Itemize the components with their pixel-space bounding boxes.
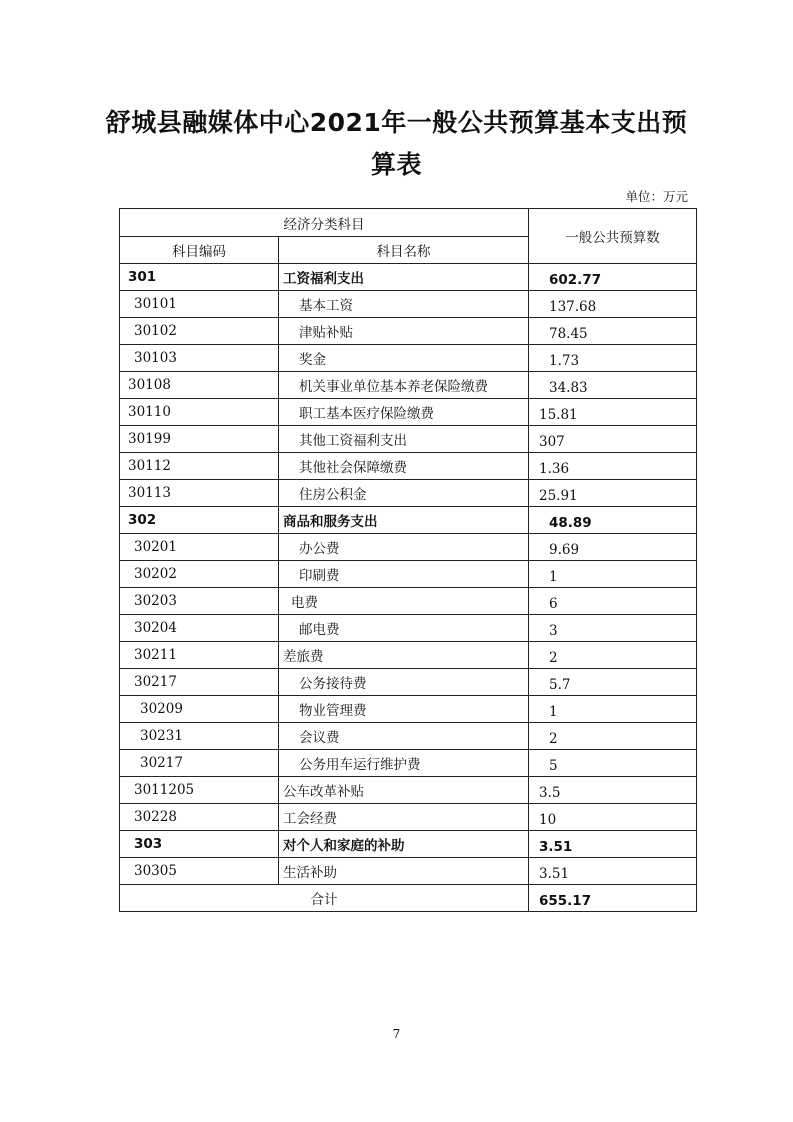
row-code: 30102 xyxy=(120,318,279,345)
row-code: 3011205 xyxy=(120,777,279,804)
row-code: 30199 xyxy=(120,426,279,453)
header-group: 经济分类科目 xyxy=(120,209,529,237)
unit-label: 单位：万元 xyxy=(625,189,688,204)
row-code: 30217 xyxy=(120,669,279,696)
table-row xyxy=(120,561,697,588)
total-value: 655.17 xyxy=(529,885,697,912)
row-value: 1.73 xyxy=(529,345,697,372)
row-name: 印刷费 xyxy=(279,561,529,588)
row-value: 5.7 xyxy=(529,669,697,696)
table-row xyxy=(120,696,697,723)
row-code: 302 xyxy=(120,507,279,534)
row-code: 30217 xyxy=(120,750,279,777)
row-name: 工资福利支出 xyxy=(279,264,529,291)
row-value: 137.68 xyxy=(529,291,697,318)
row-code: 303 xyxy=(120,831,279,858)
row-value: 48.89 xyxy=(529,507,697,534)
table-row xyxy=(120,507,697,534)
row-name: 物业管理费 xyxy=(279,696,529,723)
table-row xyxy=(120,480,697,507)
row-name: 职工基本医疗保险缴费 xyxy=(279,399,529,426)
table-row xyxy=(120,723,697,750)
row-value: 6 xyxy=(529,588,697,615)
budget-table xyxy=(119,208,697,912)
row-name: 奖金 xyxy=(279,345,529,372)
table-row xyxy=(120,750,697,777)
total-label: 合计 xyxy=(120,885,529,912)
table-row xyxy=(120,372,697,399)
row-value: 15.81 xyxy=(529,399,697,426)
row-value: 5 xyxy=(529,750,697,777)
row-code: 30113 xyxy=(120,480,279,507)
row-name: 公务用车运行维护费 xyxy=(279,750,529,777)
row-name: 会议费 xyxy=(279,723,529,750)
row-value: 78.45 xyxy=(529,318,697,345)
table-row xyxy=(120,426,697,453)
row-name: 电费 xyxy=(279,588,529,615)
table-row xyxy=(120,804,697,831)
row-value: 1 xyxy=(529,561,697,588)
table-row xyxy=(120,399,697,426)
row-name: 对个人和家庭的补助 xyxy=(279,831,529,858)
page-title: 舒城县融媒体中心2021年一般公共预算基本支出预 xyxy=(105,108,688,137)
row-code: 30101 xyxy=(120,291,279,318)
row-value: 3.51 xyxy=(529,858,697,885)
table-row xyxy=(120,453,697,480)
table-row xyxy=(120,588,697,615)
row-code: 30203 xyxy=(120,588,279,615)
table-row xyxy=(120,318,697,345)
page-number: 7 xyxy=(392,1027,401,1041)
header-name: 科目名称 xyxy=(279,237,529,264)
row-value: 10 xyxy=(529,804,697,831)
row-code: 30202 xyxy=(120,561,279,588)
row-value: 2 xyxy=(529,642,697,669)
row-code: 30108 xyxy=(120,372,279,399)
row-code: 30305 xyxy=(120,858,279,885)
row-code: 30204 xyxy=(120,615,279,642)
row-value: 3 xyxy=(529,615,697,642)
row-code: 30211 xyxy=(120,642,279,669)
table-row xyxy=(120,831,697,858)
table-row xyxy=(120,777,697,804)
row-value: 3.5 xyxy=(529,777,697,804)
row-name: 住房公积金 xyxy=(279,480,529,507)
row-code: 30231 xyxy=(120,723,279,750)
row-code: 30209 xyxy=(120,696,279,723)
row-name: 其他社会保障缴费 xyxy=(279,453,529,480)
table-row xyxy=(120,264,697,291)
row-code: 30228 xyxy=(120,804,279,831)
table-row xyxy=(120,669,697,696)
row-name: 生活补助 xyxy=(279,858,529,885)
row-value: 3.51 xyxy=(529,831,697,858)
row-value: 1 xyxy=(529,696,697,723)
row-name: 公务接待费 xyxy=(279,669,529,696)
row-value: 34.83 xyxy=(529,372,697,399)
row-code: 301 xyxy=(120,264,279,291)
table-row xyxy=(120,534,697,561)
row-code: 30112 xyxy=(120,453,279,480)
row-value: 602.77 xyxy=(529,264,697,291)
table-row xyxy=(120,345,697,372)
row-value: 1.36 xyxy=(529,453,697,480)
header-code: 科目编码 xyxy=(120,237,279,264)
row-value: 2 xyxy=(529,723,697,750)
row-name: 津贴补贴 xyxy=(279,318,529,345)
row-name: 邮电费 xyxy=(279,615,529,642)
row-name: 机关事业单位基本养老保险缴费 xyxy=(279,372,529,399)
row-name: 公车改革补贴 xyxy=(279,777,529,804)
row-value: 9.69 xyxy=(529,534,697,561)
total-row xyxy=(120,885,697,912)
row-value: 25.91 xyxy=(529,480,697,507)
row-code: 30103 xyxy=(120,345,279,372)
row-name: 基本工资 xyxy=(279,291,529,318)
row-code: 30201 xyxy=(120,534,279,561)
row-name: 工会经费 xyxy=(279,804,529,831)
header-amount: 一般公共预算数 xyxy=(529,209,697,264)
row-code: 30110 xyxy=(120,399,279,426)
table-row xyxy=(120,291,697,318)
row-value: 307 xyxy=(529,426,697,453)
row-name: 其他工资福利支出 xyxy=(279,426,529,453)
table-row xyxy=(120,642,697,669)
row-name: 商品和服务支出 xyxy=(279,507,529,534)
table-row xyxy=(120,615,697,642)
table-row xyxy=(120,858,697,885)
row-name: 差旅费 xyxy=(279,642,529,669)
page-title-continued: 算表 xyxy=(370,150,422,179)
row-name: 办公费 xyxy=(279,534,529,561)
